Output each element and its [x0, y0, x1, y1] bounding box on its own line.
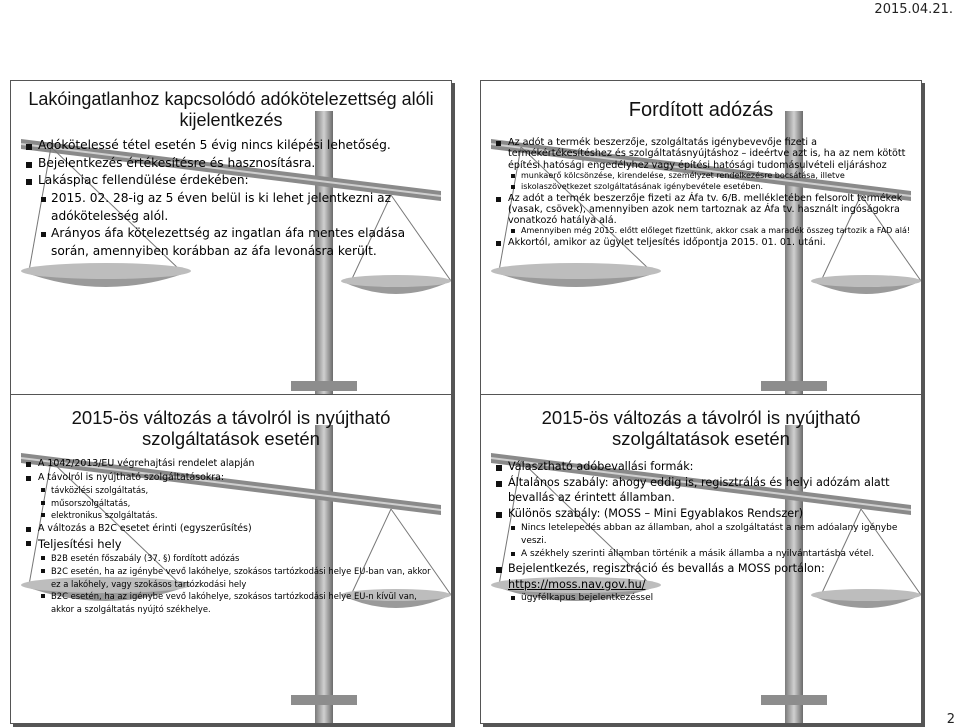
- slide-forditott-adozas: [480, 80, 922, 410]
- sub-bullet-item: 2015. 02. 28-ig az 5 éven belül is ki lehet jelentkezni az adókötelesség alól.: [25, 190, 441, 225]
- sub-bullet-item: B2B esetén főszabály (37. §) fordított adózás: [25, 552, 441, 565]
- bullet-item: A 1042/2013/EU végrehajtási rendelet alapján: [25, 457, 441, 471]
- slide-tavolrol-nyujthato-2: [480, 394, 922, 724]
- sub-bullet-item: B2C esetén, ha az igénybe vevő lakóhelye, szokásos tartózkodási helye EU-n kívül van, akkor a szolgáltatás nyújtó székhelye.: [25, 590, 441, 615]
- bullet-item: Választható adóbevallási formák:: [495, 459, 911, 475]
- sub-bullet-item: A székhely szerinti államban történik a másik államba a nyilvántartásba vétel.: [495, 548, 911, 561]
- bullet-item: Általános szabály: ahogy eddig is, regisztrálás és helyi adózám alatt bevallás az érintett államban.: [495, 475, 911, 506]
- slide-content: [495, 137, 911, 249]
- bullet-item: Az adót a termék beszerzője, szolgáltatás igénybevevője fizeti a termékértékesítéshez és szolgáltatásnyújtáshoz – ideértve azt is, ha az nem kötött építési hatósági engedélyhez vagy építési hatósági tudomásulvételi eljáráshoz: [495, 137, 911, 171]
- slide-title: Lakóingatlanhoz kapcsolódó adókötelezettség alóli kijelentkezés: [28, 89, 434, 130]
- slide-title: 2015-ös változás a távolról is nyújtható szolgáltatások esetén: [71, 407, 391, 450]
- slide-lakoingatlan: [10, 80, 452, 410]
- bullet-item: [495, 561, 911, 592]
- bullet-item: Az adót a termék beszerzője fizeti az Áfa tv. 6/B. mellékletében felsorolt termékek (vasak, csövek), amennyiben azok nem tartoznak az Áfa tv. használt ingóságokra vonatkozó hatálya alá.: [495, 193, 911, 227]
- sub-bullet-item: Nincs letelepedés abban az államban, ahol a szolgáltatást a nem adóalany igénybe veszi.: [495, 522, 911, 548]
- bullet-item: Adókötelessé tétel esetén 5 évig nincs kilépési lehetőség.: [25, 137, 441, 155]
- bullet-item: Lakáspiac fellendülése érdekében:: [25, 172, 441, 190]
- slide-content: [495, 459, 911, 605]
- sub-bullet-item: iskolaszövetkezet szolgáltatásának igénybevétele esetében.: [495, 182, 911, 193]
- bullet-item: Teljesítési hely: [25, 536, 441, 553]
- slide-title: Fordított adózás: [628, 99, 774, 121]
- slide-title: 2015-ös változás a távolról is nyújtható szolgáltatások esetén: [541, 407, 861, 450]
- moss-portal-link[interactable]: https://moss.nav.gov.hu/: [508, 577, 646, 591]
- slide-content: [25, 457, 441, 615]
- sub-bullet-item: Arányos áfa kötelezettség az ingatlan áfa mentes eladása során, amennyiben korábban az áfa levonásra került.: [25, 225, 441, 260]
- sub-bullet-item: műsorszolgáltatás,: [25, 497, 441, 510]
- bullet-item: A változás a B2C esetet érinti (egyszerűsítés): [25, 522, 441, 536]
- print-date: 2015.04.21.: [874, 2, 953, 17]
- slide-content: [25, 137, 441, 261]
- sub-bullet-item: B2C esetén, ha az igénybe vevő lakóhelye, szokásos tartózkodási helye EU-ban van, akkor ez a lakóhely, vagy szokásos tartózkodási hely: [25, 565, 441, 590]
- sub-bullet-item: távközlési szolgáltatás,: [25, 484, 441, 497]
- bullet-text: Bejelentkezés, regisztráció és bevallás a MOSS portálon:: [508, 561, 825, 575]
- sub-bullet-item: Amennyiben még 2015. előtt előleget fizettünk, akkor csak a maradék összeg tartozik a FAD alá!: [495, 226, 911, 237]
- slide-tavolrol-nyujthato-1: [10, 394, 452, 724]
- bullet-item: Bejelentkezés értékesítésre és hasznosításra.: [25, 155, 441, 173]
- sub-bullet-item: ügyfélkapus bejelentkezéssel: [495, 592, 911, 605]
- sub-bullet-item: elektronikus szolgáltatás.: [25, 509, 441, 522]
- sub-bullet-item: munkaerő kölcsönzése, kirendelése, személyzet rendelkezésre bocsátása, illetve: [495, 171, 911, 182]
- bullet-item: Különös szabály: (MOSS – Mini Egyablakos Rendszer): [495, 506, 911, 522]
- bullet-item: A távolról is nyújtható szolgáltatásokra:: [25, 471, 441, 485]
- bullet-item: Akkortól, amikor az ügylet teljesítés időpontja 2015. 01. 01. utáni.: [495, 237, 911, 248]
- page-number: 2: [946, 712, 955, 727]
